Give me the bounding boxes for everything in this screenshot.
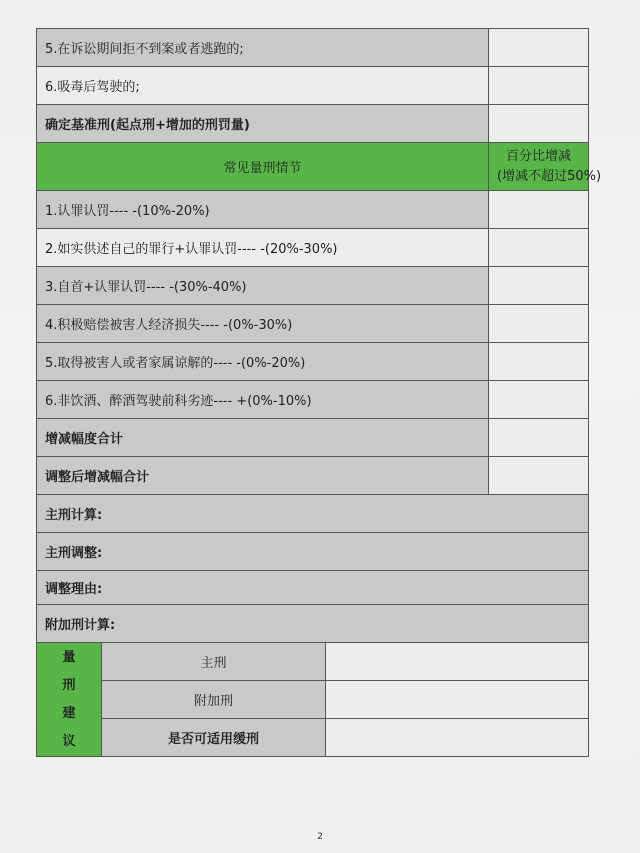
suggestion-row — [37, 719, 589, 757]
page-number: 2 — [317, 832, 323, 842]
calc-row — [37, 495, 589, 533]
factor-value-cell[interactable] — [489, 267, 589, 305]
total-row — [37, 419, 589, 457]
calc-label[interactable]: 主刑调整: — [37, 533, 589, 571]
base-sentence-label: 确定基准刑(起点刑+增加的刑罚量) — [37, 105, 489, 143]
factor-row — [37, 191, 589, 229]
factor-row — [37, 229, 589, 267]
factor-value-cell[interactable] — [489, 381, 589, 419]
factor-value-cell[interactable] — [489, 191, 589, 229]
adjusted-total-row — [37, 457, 589, 495]
form-row-absconding — [37, 29, 589, 67]
suggestion-row — [37, 681, 589, 719]
calc-label[interactable]: 调整理由: — [37, 571, 589, 605]
total-label: 增减幅度合计 — [37, 419, 489, 457]
row-label: 5.在诉讼期间拒不到案或者逃跑的; — [37, 29, 489, 67]
row-value-cell[interactable] — [489, 67, 589, 105]
suggestion-item-value[interactable] — [326, 681, 589, 719]
calc-label[interactable]: 主刑计算: — [37, 495, 589, 533]
suggestion-item-label: 附加刑 — [102, 681, 326, 719]
row-label: 6.吸毒后驾驶的; — [37, 67, 489, 105]
factor-label: 1.认罪认罚---- -(10%-20%) — [37, 191, 489, 229]
factor-label: 2.如实供述自己的罪行+认罪认罚---- -(20%-30%) — [37, 229, 489, 267]
suggestion-item-value[interactable] — [326, 719, 589, 757]
factor-value-cell[interactable] — [489, 305, 589, 343]
adjusted-total-label: 调整后增减幅合计 — [37, 457, 489, 495]
section-header-row — [37, 143, 589, 191]
row-value-cell[interactable] — [489, 29, 589, 67]
calc-row — [37, 605, 589, 643]
adjusted-total-value-cell[interactable] — [489, 457, 589, 495]
percent-header-line1: 百分比增减 — [506, 148, 572, 164]
section-header-title: 常见量刑情节 — [37, 143, 489, 191]
factor-value-cell[interactable] — [489, 229, 589, 267]
total-value-cell[interactable] — [489, 419, 589, 457]
suggestion-char: 建 — [62, 705, 76, 721]
suggestion-char: 议 — [62, 733, 76, 749]
factor-label: 3.自首+认罪认罚---- -(30%-40%) — [37, 267, 489, 305]
form-row-base-sentence — [37, 105, 589, 143]
calc-label[interactable]: 附加刑计算: — [37, 605, 589, 643]
factor-row — [37, 381, 589, 419]
form-row-drug-driving — [37, 67, 589, 105]
sentencing-form-table — [36, 28, 602, 757]
factor-value-cell[interactable] — [489, 343, 589, 381]
suggestion-vertical-label — [37, 643, 102, 757]
base-sentence-value[interactable] — [489, 105, 589, 143]
suggestion-item-value[interactable] — [326, 643, 589, 681]
calc-row — [37, 571, 589, 605]
percent-header — [489, 143, 602, 191]
suggestion-char: 量 — [62, 649, 76, 665]
factor-label: 5.取得被害人或者家属谅解的---- -(0%-20%) — [37, 343, 489, 381]
suggestion-char: 刑 — [62, 677, 76, 693]
calc-row — [37, 533, 589, 571]
factor-label: 6.非饮酒、醉酒驾驶前科劣迹---- +(0%-10%) — [37, 381, 489, 419]
suggestion-row — [37, 643, 589, 681]
factor-row — [37, 267, 589, 305]
suggestion-item-label: 是否可适用缓刑 — [102, 719, 326, 757]
factor-row — [37, 305, 589, 343]
suggestion-item-label: 主刑 — [102, 643, 326, 681]
percent-header-line2: (增减不超过50%) — [497, 168, 602, 184]
factor-row — [37, 343, 589, 381]
factor-label: 4.积极赔偿被害人经济损失---- -(0%-30%) — [37, 305, 489, 343]
